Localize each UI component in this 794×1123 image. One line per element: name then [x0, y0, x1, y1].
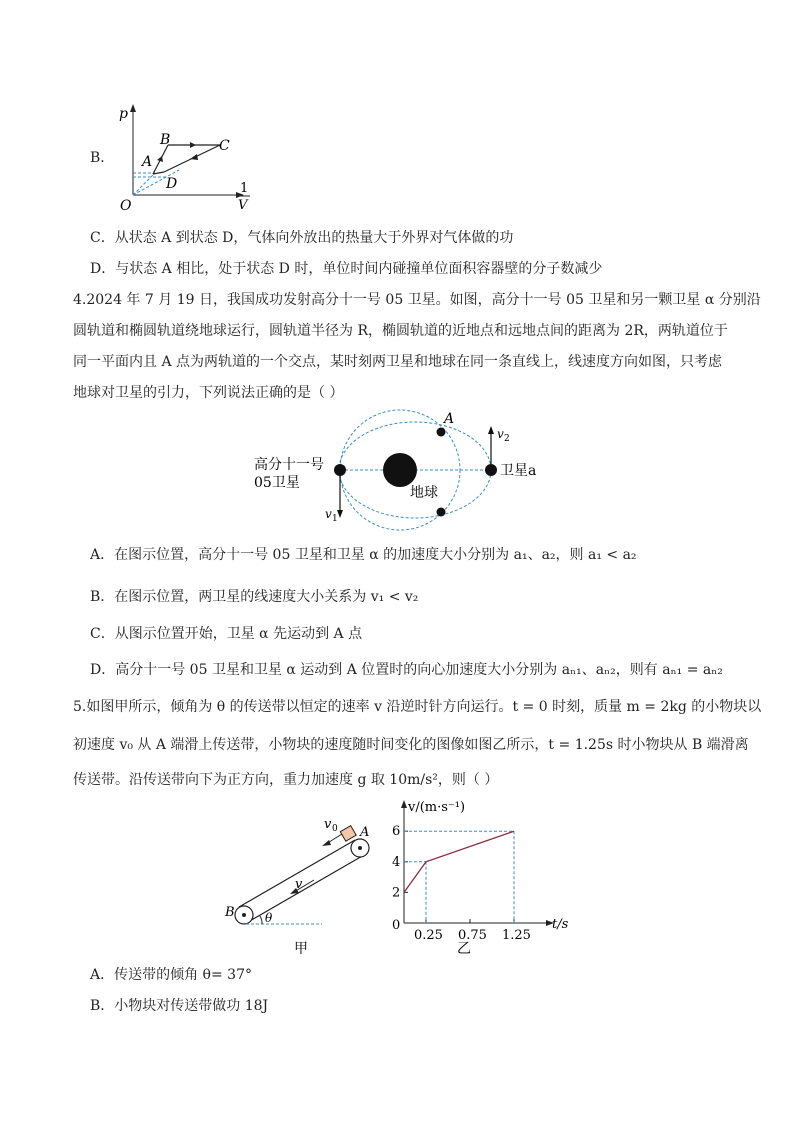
- satellite-05: [334, 464, 346, 476]
- orbit-diagram: [250, 405, 550, 535]
- conveyor: [235, 826, 369, 924]
- label-v0: v: [324, 817, 332, 832]
- y-tick-label: 2: [392, 885, 401, 901]
- satellite-a: [485, 464, 497, 476]
- label-sat1-l2: 05卫星: [254, 475, 300, 491]
- caption-yi: 乙: [457, 941, 471, 957]
- point-A-label: A: [142, 154, 153, 170]
- label-sat1-l1: 高分十一号: [254, 457, 324, 473]
- q3-option-c: C．从状态 A 到状态 D，气体向外放出的热量大于外界对气体做的功: [90, 230, 514, 246]
- origin-label: 0: [392, 918, 401, 933]
- arrow: [190, 154, 198, 160]
- label-theta: θ: [265, 911, 273, 925]
- fig-jia: [222, 812, 382, 957]
- q5-stem-line1: 5.如图甲所示，倾角为 θ 的传送带以恒定的速率 v 沿逆时针方向运行。t = 0 时刻，质量 m = 2kg 的小物块以: [73, 699, 762, 715]
- point-lower: [437, 508, 446, 517]
- label-v2: v: [497, 427, 504, 441]
- theta-arc: [260, 916, 262, 924]
- q4-option-d: D．高分十一号 05 卫星和卫星 α 运动到 A 位置时的向心加速度大小分别为 aₙ₁、aₙ₂，则有 aₙ₁ = aₙ₂: [90, 662, 723, 678]
- x-tick-label: 1.25: [502, 928, 531, 943]
- x-den: V: [238, 198, 248, 213]
- q4-stem-line3: 同一平面内且 A 点为两轨道的一个交点，某时刻两卫星和地球在同一条直线上，线速度方向如图，只考虑: [73, 354, 723, 370]
- point-C-label: C: [219, 138, 230, 154]
- q5-stem-line2: 初速度 v₀ 从 A 端滑上传送带，小物块的速度随时间变化的图像如图乙所示，t = 1.25s 时小物块从 B 端滑离: [73, 737, 749, 753]
- label-v0-sub: 0: [332, 824, 338, 834]
- q3-option-d: D．与状态 A 相比，处于状态 D 时，单位时间内碰撞单位面积容器壁的分子数减少: [90, 261, 603, 277]
- x-axis-label: t/s: [552, 917, 569, 932]
- label-B: B: [225, 905, 235, 920]
- q4-option-b: B．在图示位置，两卫星的线速度大小关系为 v₁ < v₂: [90, 589, 419, 605]
- x-tick-label: 0.25: [414, 928, 443, 943]
- vt-chart: [392, 800, 554, 943]
- option-b-label: B．: [90, 150, 115, 166]
- pv-diagram: [112, 100, 262, 215]
- v1-arrowhead: [337, 510, 343, 518]
- point-D-label: D: [166, 176, 178, 192]
- q5-stem-line3: 传送带。沿传送带向下为正方向，重力加速度 g 取 10m/s²，则（ ）: [73, 772, 499, 788]
- x-tick-label: 0.75: [458, 928, 487, 943]
- q4-stem-line4: 地球对卫星的引力，下列说法正确的是（ ）: [73, 385, 344, 401]
- y-axis-label: v/(m·s⁻¹): [408, 800, 466, 815]
- q4-option-c: C．从图示位置开始，卫星 α 先运动到 A 点: [90, 626, 363, 642]
- fig-yi: [384, 795, 574, 957]
- caption-jia: 甲: [294, 941, 308, 957]
- block: [340, 826, 356, 842]
- origin-label: O: [120, 198, 132, 214]
- q4-stem-line1: 4.2024 年 7 月 19 日，我国成功发射高分十一号 05 卫星。如图，高分十一号 05 卫星和另一颗卫星 α 分别沿: [73, 292, 761, 308]
- v0-arrowhead: [322, 840, 331, 846]
- label-A: A: [444, 411, 455, 427]
- p-axis-arrow: [130, 104, 136, 112]
- q5-option-b: B．小物块对传送带做功 18J: [90, 998, 269, 1014]
- label-v2-sub: 2: [504, 434, 510, 444]
- label-sat2: 卫星a: [500, 463, 537, 479]
- label-A: A: [360, 825, 370, 840]
- label-v1-sub: 1: [332, 514, 338, 524]
- y-tick-label: 4: [392, 854, 401, 870]
- pulley-B-axle: [242, 913, 246, 917]
- label-earth: 地球: [410, 485, 438, 501]
- point-B-label: B: [160, 132, 171, 148]
- q5-option-a: A．传送带的倾角 θ= 37°: [90, 967, 252, 983]
- point-A: [437, 428, 446, 437]
- x-num: 1: [240, 181, 249, 196]
- p-label: p: [119, 106, 128, 122]
- dashed-helper: [133, 173, 155, 195]
- pulley-A-axle: [358, 846, 362, 850]
- y-tick-label: 6: [392, 824, 401, 840]
- q4-stem-line2: 圆轨道和椭圆轨道绕地球运行，圆轨道半径为 R，椭圆轨道的近地点和远地点间的距离为 2R，两轨道位于: [73, 323, 728, 339]
- arrow: [190, 142, 196, 148]
- q4-option-a: A．在图示位置，高分十一号 05 卫星和卫星 α 的加速度大小分别为 a₁、a₂，则 a₁ < a₂: [90, 547, 637, 563]
- belt-top: [239, 840, 355, 907]
- v2-arrowhead: [488, 426, 494, 434]
- label-v1: v: [325, 507, 332, 521]
- earth: [383, 453, 417, 487]
- y-axis-arrow: [401, 800, 407, 808]
- label-v: v: [295, 877, 303, 892]
